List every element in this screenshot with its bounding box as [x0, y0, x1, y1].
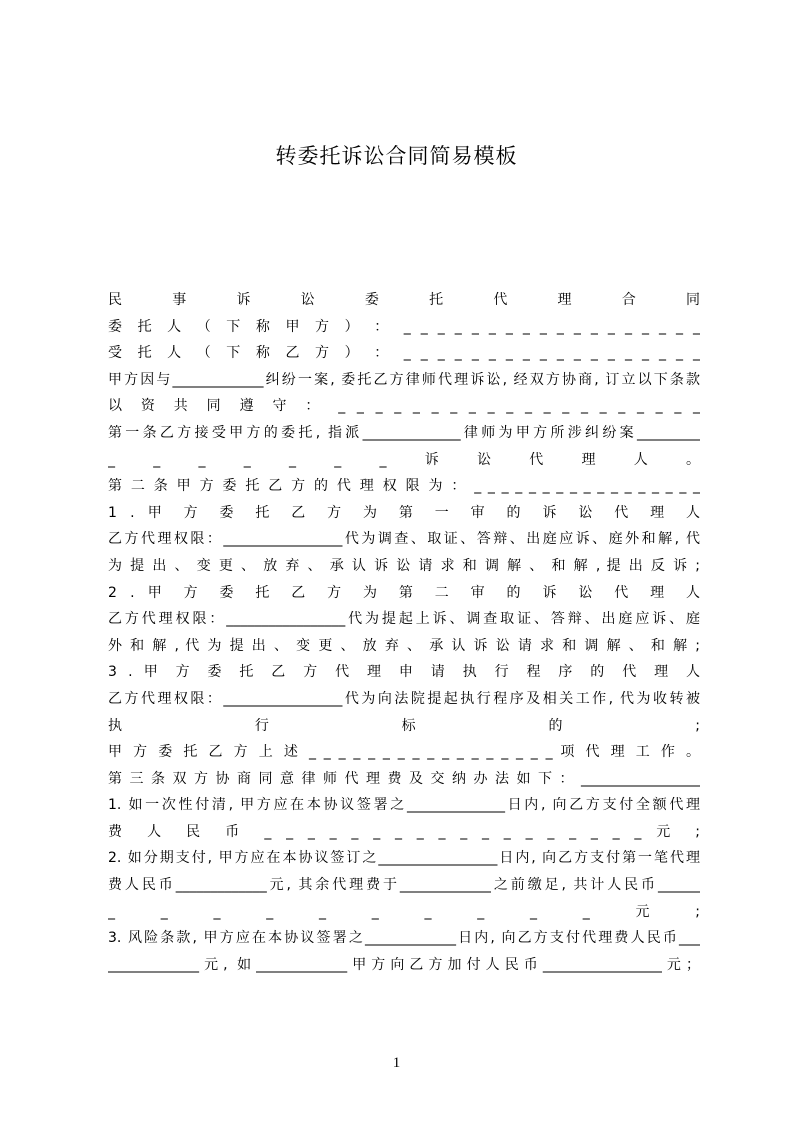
text-line: 乙方代理权限：_________________代为调查、取证、答辩、出庭应诉、庭外和解, 代	[108, 531, 700, 548]
article-two: 第 二 条 甲 方 委 托 乙 方 的 代 理 权 限 为 ： _ _ _ _ _ _ _ _ _ _ _ _ _ _ _ _ _	[108, 478, 700, 495]
contract-body	[108, 287, 700, 978]
text-line: 执 行 标 的 ;	[108, 717, 700, 734]
text-line: 乙方代理权限：_________________代为向法院提起执行程序及相关工作, 代为收转被	[108, 690, 700, 707]
agent-line: 受 托 人 （ 下 称 乙 方 ） ： _ _ _ _ _ _ _ _ _ _ _ _ _ _ _ _ _ _	[108, 345, 700, 362]
text-line: _ _ _ _ _ _ _ 诉 讼 代 理 人 。	[108, 451, 700, 468]
text-line: _ _ _ _ _ _ _ _ _ _ 元 ;	[108, 903, 700, 920]
text-line: 费 人 民 币 _ _ _ _ _ _ _ _ _ _ _ _ _ _ _ _ _ _ 元 ;	[108, 823, 700, 840]
text-line: 1 . 甲 方 委 托 乙 方 为 第 一 审 的 诉 讼 代 理 人	[108, 504, 700, 521]
contract-heading: 民 事 诉 讼 委 托 代 理 合 同	[108, 292, 700, 308]
article-one: 第一条乙方接受甲方的委托, 指派______________律师为甲方所涉纠纷案_________	[108, 424, 700, 441]
principal-line: 委 托 人 （ 下 称 甲 方 ） ： _ _ _ _ _ _ _ _ _ _ _ _ _ _ _ _ _ _	[108, 318, 700, 335]
text-line: 3. 风险条款, 甲方应在本协议签署之_____________日内, 向乙方支付代理费人民币___	[108, 930, 700, 947]
text-line: 甲 方 委 托 乙 方 上 述 _ _ _ _ _ _ _ _ _ _ _ _ _ _ _ _ _ 项 代 理 工 作 。	[108, 744, 700, 761]
text-line: 费人民币_____________元, 其余代理费于_____________之前缴足, 共计人民币______	[108, 877, 700, 894]
text-line: 2. 如分期支付, 甲方应在本协议签订之_________________日内, 向乙方支付第一笔代理	[108, 850, 700, 867]
text-line: 为 提 出 、 变 更 、 放 弃 、 承 认 诉 讼 请 求 和 调 解 、 和 解 , 提 出 反 诉 ;	[108, 557, 700, 574]
text-line: 外 和 解 , 代 为 提 出 、 变 更 、 放 弃 、 承 认 诉 讼 请 求 和 调 解 、 和 解 ;	[108, 637, 700, 654]
text-line: _____________元, 如_____________甲方向乙方加付人民币_________________元；	[108, 956, 700, 973]
text-line: 甲方因与_____________纠纷一案, 委托乙方律师代理诉讼, 经双方协商, 订立以下条款	[108, 371, 700, 388]
text-line: 乙方代理权限：_________________代为提起上诉、调查取证、答辩、出庭应诉、庭	[108, 611, 700, 628]
text-line: 3 . 甲 方 委 托 乙 方 代 理 申 请 执 行 程 序 的 代 理 人	[108, 664, 700, 681]
text-line: 2 . 甲 方 委 托 乙 方 为 第 二 审 的 诉 讼 代 理 人	[108, 584, 700, 601]
text-line: 1. 如一次性付清, 甲方应在本协议签署之______________日内, 向乙方支付全额代理	[108, 797, 700, 814]
page-number: 1	[392, 1055, 401, 1071]
text-line: 以 资 共 同 遵 守 ： _ _ _ _ _ _ _ _ _ _ _ _ _ _ _ _ _ _ _ _	[108, 398, 700, 415]
article-three: 第三条双方协商同意律师代理费及交纳办法如下：_________________	[108, 770, 700, 787]
document-title: 转委托诉讼合同简易模板	[275, 144, 518, 168]
